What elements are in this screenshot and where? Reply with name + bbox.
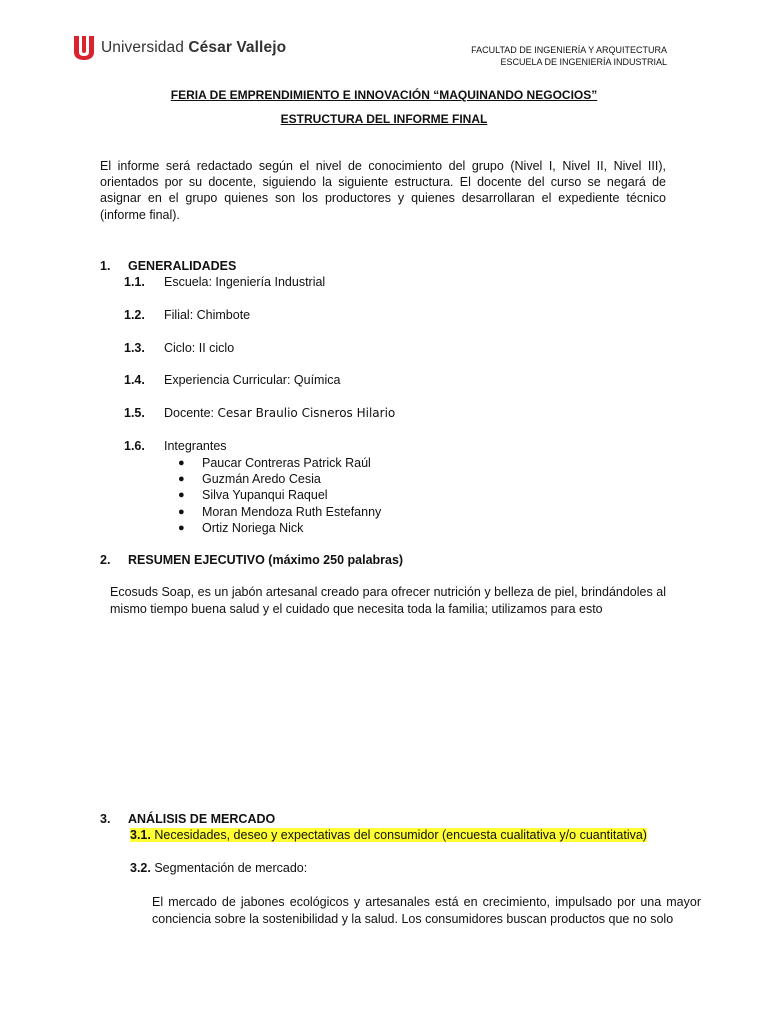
item-1-3-number: 1.3. [124, 341, 145, 355]
item-1-6-text: Integrantes [164, 439, 227, 453]
university-name-bold: César Vallejo [188, 39, 287, 56]
section-3-number: 3. [100, 812, 111, 826]
university-prefix: Universidad [101, 39, 189, 56]
bullet-icon: ● [178, 521, 185, 534]
executive-summary-text: Ecosuds Soap, es un jabón artesanal creado para ofrecer nutrición y belleza de piel, brindándoles al mismo tiempo buena salud y el cuidado que necesita toda la familia; utilizamos para esto [110, 585, 666, 616]
teacher-name: Cesar Braulio Cisneros Hilario [217, 406, 396, 420]
members-list [178, 455, 381, 536]
item-3-1-text: Necesidades, deseo y expectativas del consumidor (encuesta cualitativa y/o cuantitativa) [154, 828, 647, 842]
item-3-1 [130, 828, 647, 842]
item-1-2-number: 1.2. [124, 308, 145, 322]
school-line: ESCUELA DE INGENIERÍA INDUSTRIAL [500, 57, 667, 67]
list-item [178, 455, 381, 471]
item-1-5-text [164, 406, 395, 420]
member-name: Paucar Contreras Patrick Raúl [202, 456, 371, 470]
faculty-header [471, 44, 667, 68]
section-2-title: RESUMEN EJECUTIVO (máximo 250 palabras) [128, 553, 404, 567]
ucv-logo-icon [73, 35, 95, 61]
bullet-icon: ● [178, 489, 185, 502]
item-3-1-number: 3.1. [130, 828, 151, 842]
item-1-1-text: Escuela: Ingeniería Industrial [164, 275, 326, 289]
list-item [178, 471, 381, 487]
member-name: Guzmán Aredo Cesia [202, 472, 321, 487]
bullet-icon: ● [178, 473, 185, 486]
list-item [178, 487, 381, 503]
item-1-5-number: 1.5. [124, 406, 145, 420]
structure-title-text: ESTRUCTURA DEL INFORME FINAL [280, 112, 488, 126]
item-1-1-number: 1.1. [124, 275, 145, 289]
item-1-3-text: Ciclo: II ciclo [164, 341, 235, 355]
item-1-4-number: 1.4. [124, 373, 145, 387]
fair-title-text: FERIA DE EMPRENDIMIENTO E INNOVACIÓN “MAQUINANDO NEGOCIOS” [170, 88, 598, 102]
bullet-icon: ● [178, 457, 185, 469]
item-1-2-text: Filial: Chimbote [164, 308, 251, 322]
item-1-4-text: Experiencia Curricular: Química [164, 373, 341, 387]
university-name [101, 39, 286, 57]
member-name: Moran Mendoza Ruth Estefanny [202, 504, 382, 519]
section-1-number: 1. [100, 259, 111, 273]
item-1-6-number: 1.6. [124, 439, 145, 453]
bullet-icon: ● [178, 505, 185, 518]
teacher-label: Docente: [164, 406, 218, 420]
structure-title [0, 112, 768, 126]
section-3-title: ANÁLISIS DE MERCADO [128, 812, 276, 826]
market-paragraph: El mercado de jabones ecológicos y artesanales está en crecimiento, impulsado por una mayor conciencia sobre la sostenibilidad y la salud. Los consumidores buscan productos que no solo [152, 895, 701, 926]
list-item [178, 504, 381, 520]
item-3-2 [130, 861, 307, 875]
member-name: Ortiz Noriega Nick [202, 520, 304, 535]
list-item [178, 520, 381, 536]
member-name: Silva Yupanqui Raquel [202, 488, 328, 503]
section-2-number: 2. [100, 553, 111, 567]
fair-title [0, 88, 768, 102]
faculty-line: FACULTAD DE INGENIERÍA Y ARQUITECTURA [471, 45, 667, 55]
university-logo [73, 35, 286, 61]
item-3-2-number: 3.2. [130, 861, 151, 875]
item-3-2-text: Segmentación de mercado: [154, 861, 308, 875]
intro-paragraph: El informe será redactado según el nivel de conocimiento del grupo (Nivel I, Nivel II, Nivel III), orientados por su docente, siguiendo la siguiente estructura. El docente del curso se negará de asignar en el grupo quienes son los productores y quienes desarrollaran el expediente técnico (informe final). [100, 159, 666, 222]
section-1-title: GENERALIDADES [128, 259, 237, 273]
